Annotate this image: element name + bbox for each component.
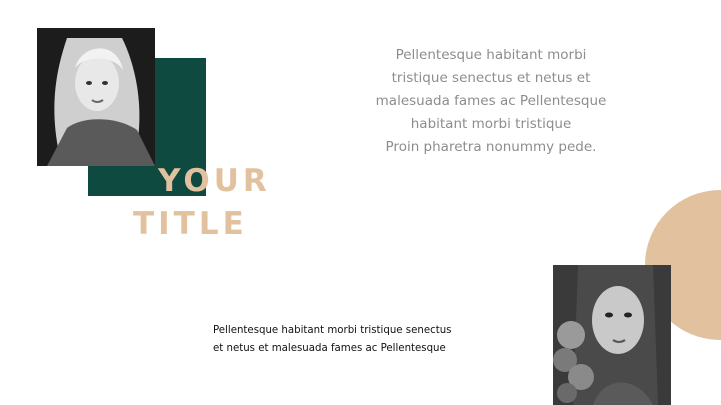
bottom-paragraph-line: et netus et malesuada fames ac Pellentesque [213, 343, 446, 354]
top-paragraph-line: habitant morbi tristique [410, 116, 572, 132]
top-paragraph-line: Proin pharetra nonummy pede. [385, 139, 597, 155]
slide-title-line-2: TITLE [133, 206, 248, 242]
bottom-paragraph-line: Pellentesque habitant morbi tristique senectus [213, 325, 452, 336]
top-paragraph-line: Pellentesque habitant morbi [395, 47, 587, 63]
bottom-paragraph [213, 322, 503, 358]
top-paragraph [366, 44, 616, 159]
portrait-photo-blonde-woman [37, 28, 155, 166]
top-paragraph-line: malesuada fames ac Pellentesque [375, 93, 607, 109]
top-paragraph-line: tristique senectus et netus et [391, 70, 591, 86]
portrait-photo-woman-flowers [553, 265, 671, 405]
slide-title-line-1: YOUR [158, 163, 271, 199]
